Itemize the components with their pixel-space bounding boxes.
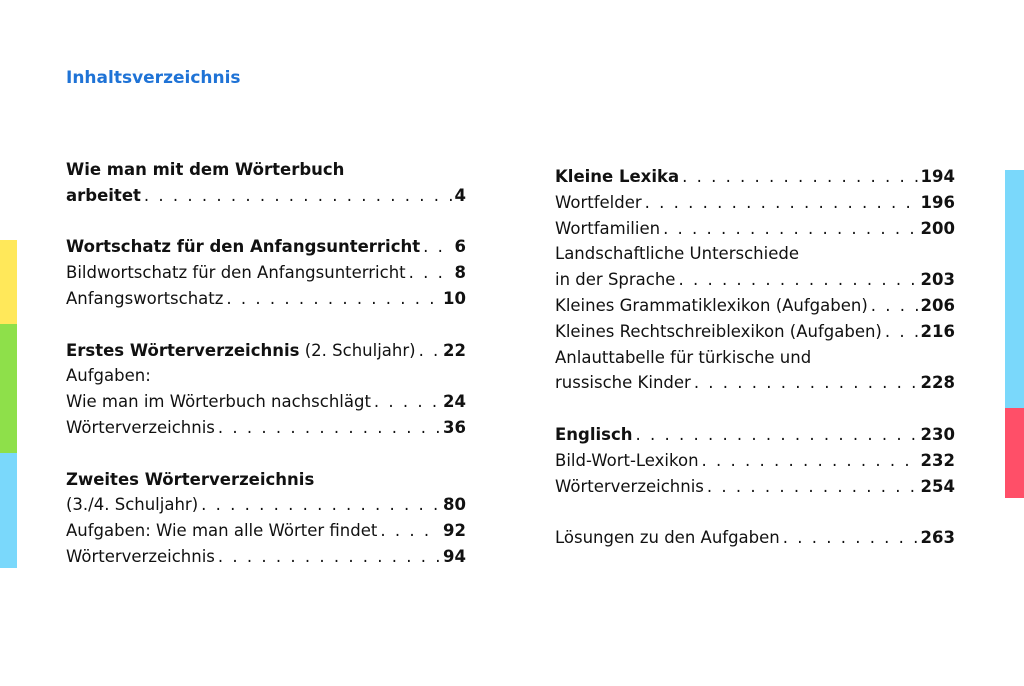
page-number: 263 — [920, 528, 955, 548]
page-number: 230 — [920, 424, 955, 444]
page-number: 80 — [443, 495, 466, 515]
leader-dots — [218, 415, 440, 441]
toc-entry-label: Wie man im Wörterbuch nachschlägt — [66, 392, 371, 412]
leader-dots — [682, 164, 917, 190]
toc-entry-label: (3./4. Schuljahr) — [66, 495, 199, 515]
page-number: 194 — [920, 167, 955, 186]
toc-entry-label: in der Sprache — [555, 270, 676, 290]
page-number: 36 — [443, 417, 466, 437]
leader-dots — [218, 544, 440, 570]
page-number: 254 — [920, 476, 955, 496]
toc-section-title: Wie man mit dem Wörterbuch — [66, 160, 345, 179]
toc-entry[interactable] — [555, 164, 955, 190]
toc-entry-label: Kleines Rechtschreiblexikon (Aufgaben) — [555, 321, 882, 341]
page-number: 94 — [443, 546, 466, 566]
toc-entry[interactable] — [555, 448, 955, 474]
toc-entry[interactable] — [66, 338, 466, 364]
page-number: 8 — [454, 263, 466, 283]
leader-dots — [144, 183, 452, 209]
toc-entry-label: russische Kinder — [555, 373, 691, 393]
toc-section-title: Kleine Lexika — [555, 167, 680, 186]
page-number: 92 — [443, 521, 466, 541]
toc-entry[interactable] — [66, 415, 466, 441]
page-number: 6 — [454, 237, 466, 257]
leader-dots — [694, 370, 918, 396]
toc-entry-label: Wortfamilien — [555, 218, 661, 238]
section-tab-cyan — [0, 453, 17, 568]
toc-entry-label: Wörterverzeichnis — [555, 476, 704, 496]
section-tab-blue — [1005, 170, 1024, 408]
toc-section-title: Wortschatz für den Anfangsunterricht — [66, 237, 421, 257]
toc-section-title: arbeitet — [66, 185, 141, 205]
leader-dots — [201, 492, 440, 518]
section-tab-yellow — [0, 240, 17, 324]
toc-entry-label: Anlauttabelle für türkische und — [555, 347, 812, 367]
page-number: 203 — [920, 270, 955, 290]
toc-entry[interactable] — [555, 241, 955, 267]
page-number: 228 — [920, 373, 955, 393]
leader-dots — [702, 448, 918, 474]
toc-entry[interactable] — [66, 286, 466, 312]
leader-dots — [663, 216, 917, 242]
page-number: 10 — [443, 288, 466, 308]
page-title: Inhaltsverzeichnis — [66, 68, 241, 88]
page-number: 232 — [920, 450, 955, 470]
toc-section-title: Englisch — [555, 424, 633, 444]
toc-entry[interactable] — [66, 234, 466, 260]
leader-dots — [636, 422, 918, 448]
toc-entry-label: Anfangswortschatz — [66, 288, 224, 308]
page-number: 206 — [920, 295, 955, 315]
section-tab-red — [1005, 408, 1024, 498]
toc-entry-label: Aufgaben: — [66, 366, 151, 386]
toc-entry[interactable] — [66, 544, 466, 570]
toc-right-column — [555, 164, 955, 551]
toc-entry[interactable] — [555, 422, 955, 448]
toc-entry-label: Bildwortschatz für den Anfangsunterricht — [66, 263, 406, 283]
toc-entry[interactable] — [555, 190, 955, 216]
toc-entry[interactable] — [66, 260, 466, 286]
page-number: 4 — [454, 185, 466, 205]
leader-dots — [871, 293, 918, 319]
page-number: 200 — [920, 218, 955, 238]
toc-left-column — [66, 157, 466, 570]
toc-entry[interactable] — [555, 525, 955, 551]
toc-entry-label: Landschaftliche Unterschiede — [555, 244, 799, 264]
leader-dots — [783, 525, 918, 551]
leader-dots — [409, 260, 452, 286]
section-tab-green — [0, 324, 17, 453]
toc-entry[interactable] — [66, 467, 466, 493]
leader-dots — [645, 190, 918, 216]
toc-entry[interactable] — [66, 518, 466, 544]
toc-entry[interactable] — [555, 474, 955, 500]
page-number: 22 — [443, 340, 466, 360]
toc-entry-label: Wortfelder — [555, 192, 642, 212]
toc-section-title: Erstes Wörterverzeichnis (2. Schuljahr) — [66, 340, 416, 360]
leader-dots — [707, 474, 918, 500]
toc-entry[interactable] — [555, 216, 955, 242]
toc-entry — [66, 363, 466, 389]
toc-entry[interactable] — [555, 267, 955, 293]
toc-entry[interactable] — [66, 492, 466, 518]
leader-dots — [419, 338, 440, 364]
leader-dots — [226, 286, 440, 312]
toc-entry-label: Wörterverzeichnis — [66, 417, 215, 437]
toc-entry[interactable] — [66, 157, 466, 183]
toc-entry[interactable] — [555, 370, 955, 396]
leader-dots — [885, 319, 918, 345]
leader-dots — [374, 389, 440, 415]
page-number: 216 — [920, 321, 955, 341]
toc-entry-label: Kleines Grammatiklexikon (Aufgaben) — [555, 295, 868, 315]
leader-dots — [678, 267, 917, 293]
toc-entry[interactable] — [555, 319, 955, 345]
toc-entry-label: Lösungen zu den Aufgaben — [555, 528, 780, 548]
leader-dots — [380, 518, 440, 544]
leader-dots — [423, 234, 451, 260]
page-number: 196 — [920, 192, 955, 212]
toc-entry-label: Bild-Wort-Lexikon — [555, 450, 699, 470]
toc-entry[interactable] — [66, 389, 466, 415]
toc-entry[interactable] — [555, 293, 955, 319]
toc-entry-label: Aufgaben: Wie man alle Wörter findet — [66, 521, 378, 541]
page-number: 24 — [443, 392, 466, 412]
toc-entry[interactable] — [66, 183, 466, 209]
toc-entry[interactable] — [555, 345, 955, 371]
toc-section-title: Zweites Wörterverzeichnis — [66, 469, 315, 489]
toc-entry-label: Wörterverzeichnis — [66, 546, 215, 566]
